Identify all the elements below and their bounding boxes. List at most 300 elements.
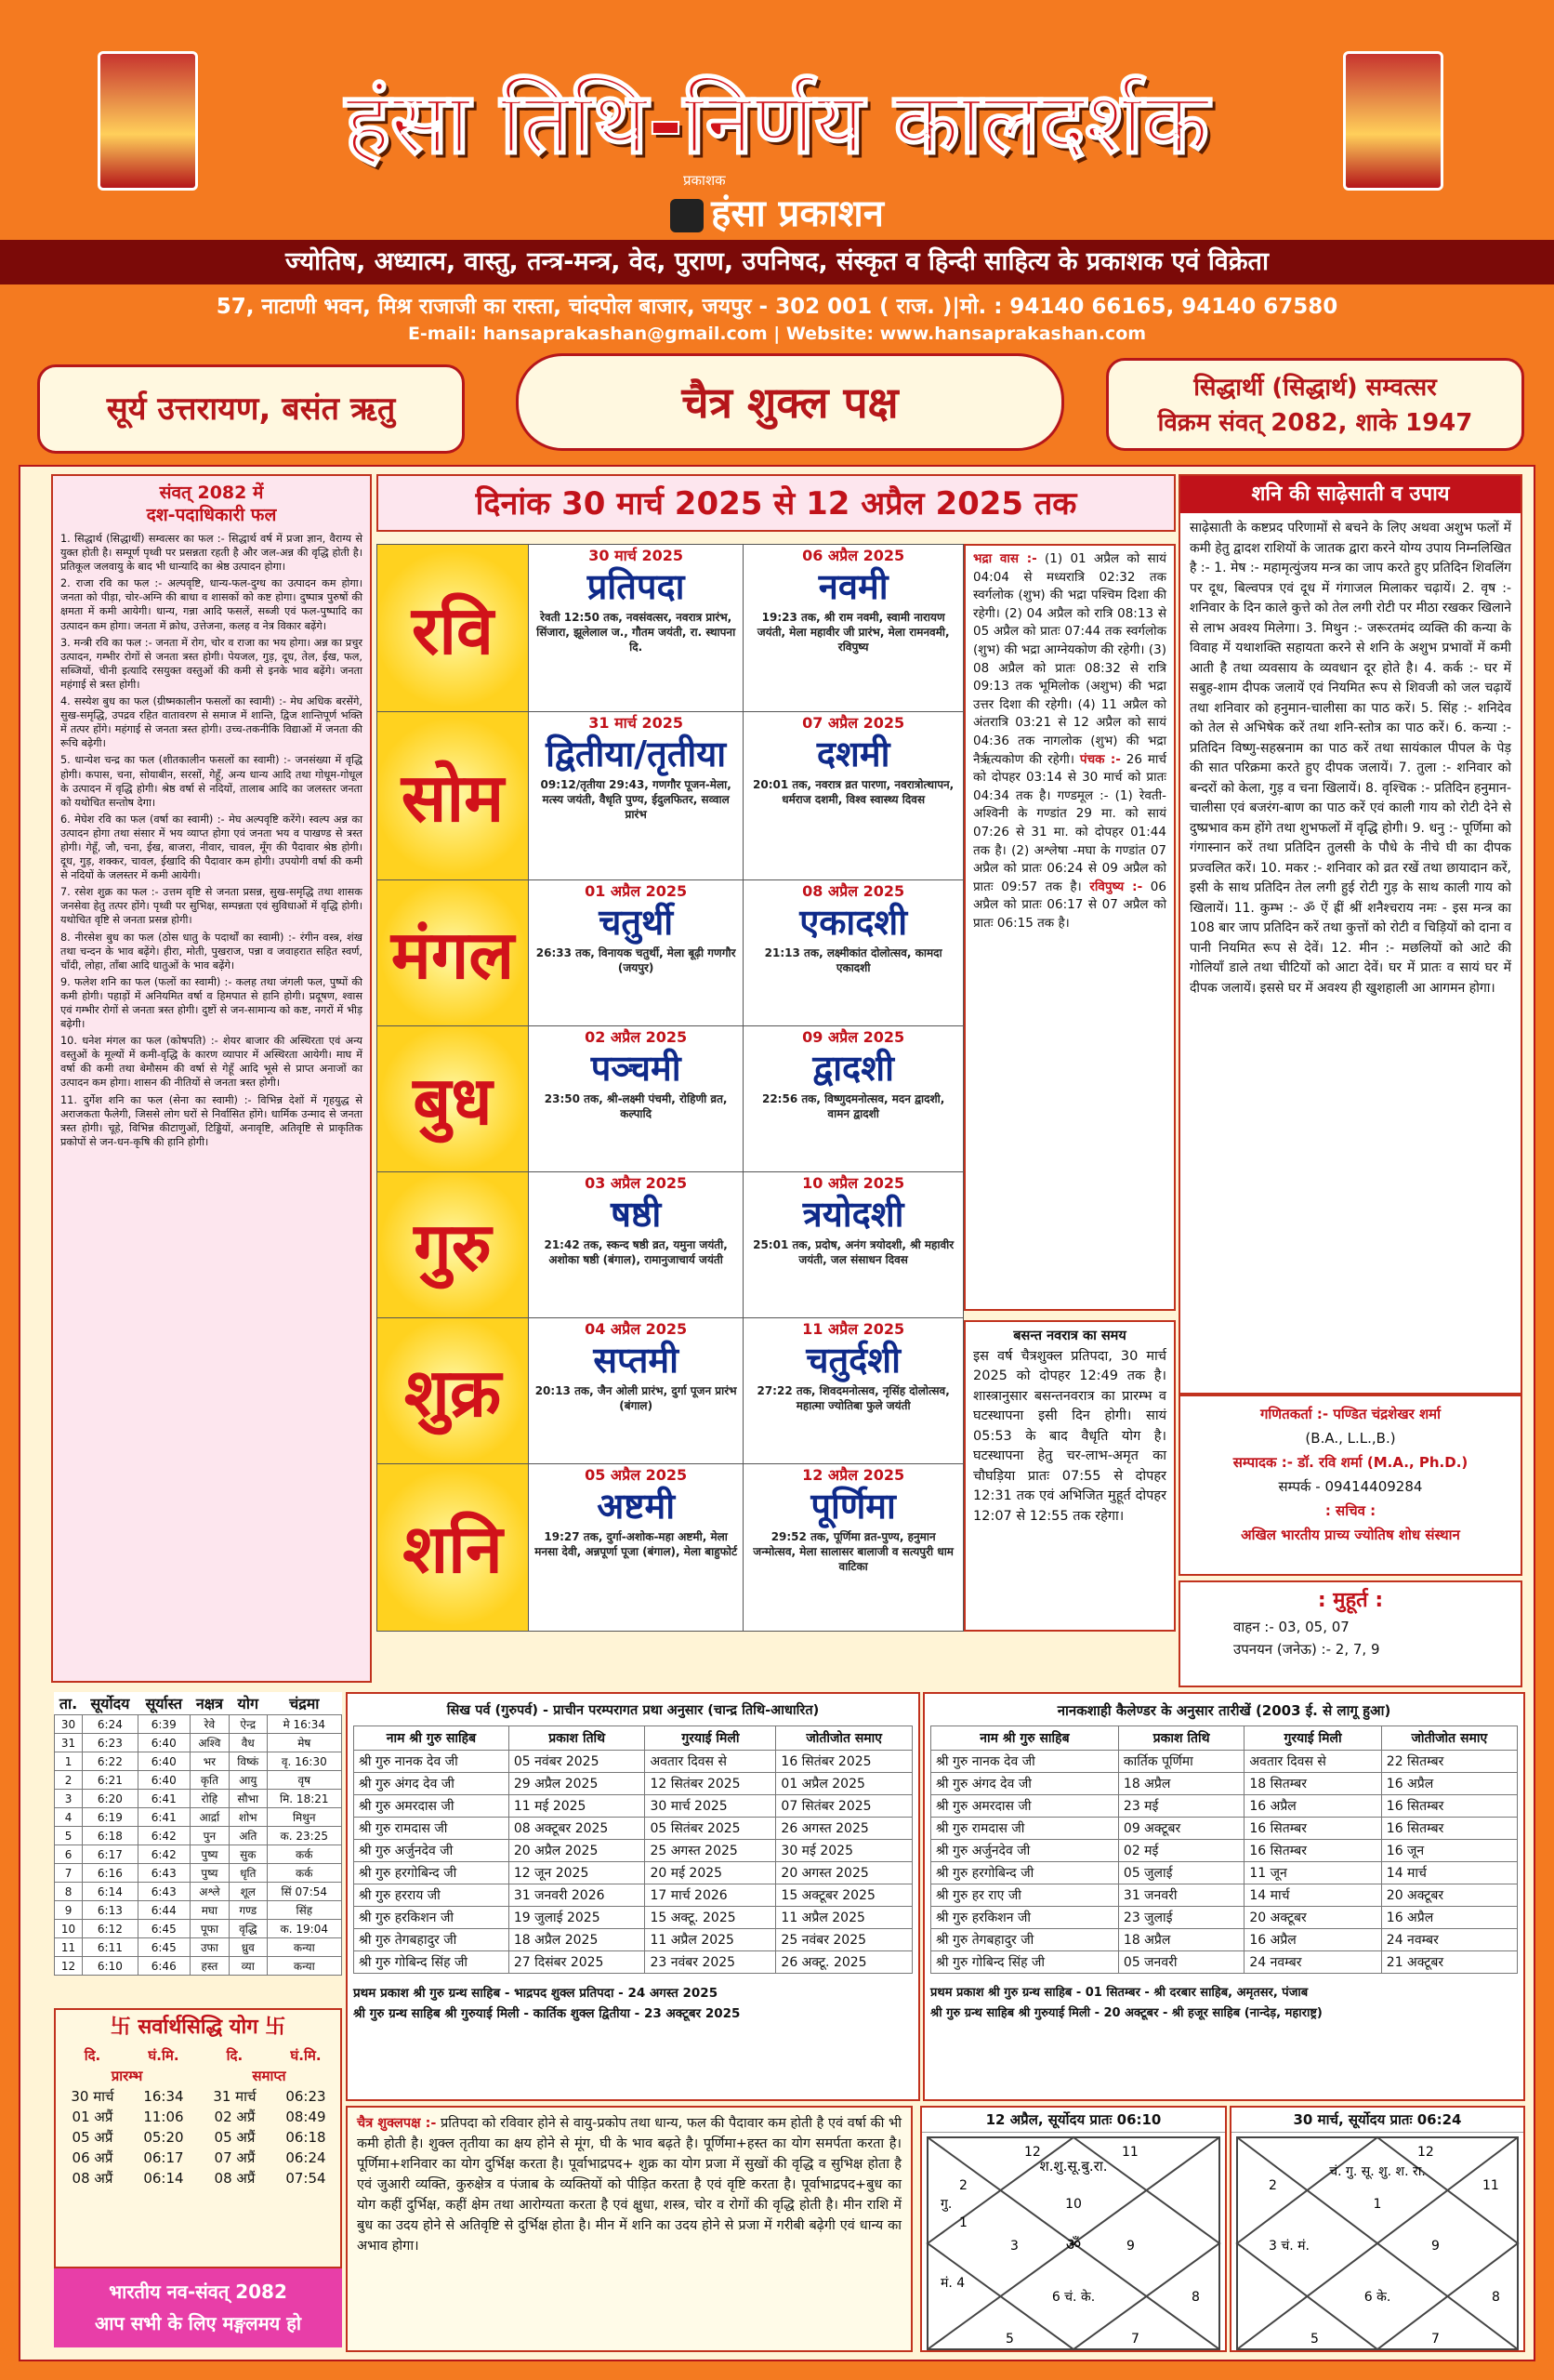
table-header: जोतीजोत समाए bbox=[1381, 1726, 1517, 1751]
sikh-cell: 08 अक्टूबर 2025 bbox=[508, 1818, 645, 1840]
sun-cell: 6:42 bbox=[138, 1827, 190, 1845]
sikh-cell: 15 अक्टूबर 2025 bbox=[776, 1884, 913, 1907]
nanak-cell: 16 अप्रैल bbox=[1245, 1929, 1381, 1951]
sun-cell: 10 bbox=[55, 1920, 83, 1938]
sun-cell: 6:45 bbox=[138, 1920, 190, 1938]
sikh-cell: 12 जून 2025 bbox=[508, 1862, 645, 1884]
nanak-cell: 09 अक्टूबर bbox=[1118, 1818, 1244, 1840]
sikh-cell: 11 अप्रैल 2025 bbox=[776, 1907, 913, 1929]
table-row bbox=[354, 1840, 913, 1862]
k1-gu: गु. bbox=[941, 2197, 953, 2212]
table-header: प्रकाश तिथि bbox=[1118, 1726, 1244, 1751]
tithi-cell bbox=[744, 1317, 964, 1463]
date-range: दिनांक 30 मार्च 2025 से 12 अप्रैल 2025 तक bbox=[376, 474, 1176, 532]
k2-h6: 6 के. bbox=[1363, 2290, 1391, 2305]
sikh-cell: 30 मई 2025 bbox=[776, 1840, 913, 1862]
dasha-item: 2. राजा रवि का फल :- अल्पवृष्टि, धान्य-फल-दुग्ध का उत्पादन कम होगा। जनता को पीड़ा, चोर-अग्नि की बाधा व शासकों को कष्ट होगा। दुष्पात्र पुरुषों की क्षमता में कमी आयेगी। धान्य, गन्ना आदि फसलें, सब्जी एवं फल-पुष्पादि का उत्पादन कम होगा। जनता में क्रोध, उत्तेजना, कलह व नेत्र विकार बढ़ेंगे। bbox=[60, 577, 362, 632]
sun-cell: पुष्य bbox=[190, 1845, 229, 1864]
bhadra-label: भद्रा वास :- bbox=[973, 551, 1037, 566]
sun-cell: 3 bbox=[55, 1790, 83, 1808]
nanak-cell: 24 नवम्बर bbox=[1381, 1929, 1517, 1951]
sarvartha-cell: 06 अप्रैं bbox=[72, 2149, 113, 2166]
dasha-item: 3. मन्त्री रवि का फल :- जनता में रोग, चोर व राजा का भय होगा। अन्न का प्रचुर उत्पादन, गम्भीर रोगों से जनता त्रस्त होगी। पेयजल, गुड़, दूध, तेल, ईख, फल, सब्जियों, चीनी इत्यादि रसयुक्त वस्तुओं की कमी से इनके भाव बढ़ेंगे। जनता महंगाई से त्रस्त होगी। bbox=[60, 636, 362, 691]
kundli-1-chart bbox=[922, 2134, 1225, 2353]
sun-cell: वृष bbox=[267, 1771, 341, 1790]
sun-cell: 6:43 bbox=[138, 1864, 190, 1883]
tithi-name: त्रयोदशी bbox=[802, 1193, 904, 1235]
tithi-note: 21:13 तक, लक्ष्मीकांत दोलोत्सव, कामदा एकादशी bbox=[764, 945, 942, 974]
nanak-cell: 05 जनवरी bbox=[1118, 1951, 1244, 1974]
k2-h8: 8 bbox=[1492, 2290, 1500, 2305]
sun-cell: आर्द्रा bbox=[190, 1808, 229, 1827]
tithi-note: 22:56 तक, विष्णुदमनोत्सव, मदन द्वादशी, वामन द्वादशी bbox=[761, 1091, 945, 1120]
publisher-label: प्रकाशक bbox=[683, 172, 726, 189]
table-header: नाम श्री गुरु साहिब bbox=[931, 1726, 1119, 1751]
greeting-box bbox=[54, 2268, 342, 2347]
banner-center: चैत्र शुक्ल पक्ष bbox=[516, 353, 1064, 451]
sun-cell: ऐन्द्र bbox=[230, 1715, 268, 1734]
tithi-cell bbox=[744, 712, 964, 879]
tithi-name: नवमी bbox=[818, 566, 889, 607]
sun-cell: 6:18 bbox=[83, 1827, 138, 1845]
sikh-footer-1: प्रथम प्रकाश श्री गुरु ग्रन्थ साहिब - भाद्रपद शुक्ल प्रतिपदा - 24 अगस्त 2025 bbox=[353, 1986, 718, 2001]
table-row bbox=[931, 1840, 1518, 1862]
publisher-name bbox=[604, 186, 950, 237]
sun-cell: सिंह bbox=[267, 1901, 341, 1920]
nanak-cell: श्री गुरु हरकिशन जी bbox=[931, 1907, 1119, 1929]
table-row bbox=[56, 2127, 340, 2148]
sun-cell: कर्क bbox=[267, 1845, 341, 1864]
table-row bbox=[56, 2107, 340, 2127]
sun-cell: 6:10 bbox=[83, 1957, 138, 1976]
tithi-name: चतुर्थी bbox=[599, 901, 674, 943]
table-row bbox=[931, 1862, 1518, 1884]
tithi-name: दशमी bbox=[816, 734, 890, 775]
nanak-cell: 05 जुलाई bbox=[1118, 1862, 1244, 1884]
sun-cell: 5 bbox=[55, 1827, 83, 1845]
sun-cell: 7 bbox=[55, 1864, 83, 1883]
sikh-cell: 17 मार्च 2026 bbox=[645, 1884, 776, 1907]
table-row bbox=[931, 1884, 1518, 1907]
weekday-cell: मंगल bbox=[377, 879, 529, 1025]
sarvartha-cell: 05:20 bbox=[143, 2129, 184, 2146]
ganitkarta: गणितकर्ता :- पण्डित चंद्रशेखर शर्मा bbox=[1259, 1406, 1442, 1422]
sikh-cell: 23 नवंबर 2025 bbox=[645, 1951, 776, 1974]
sun-cell: वृद्धि bbox=[230, 1920, 268, 1938]
calendar-row bbox=[377, 879, 964, 1025]
sun-cell: सुक bbox=[230, 1845, 268, 1864]
nanak-title: नानकशाही कैलेण्डर के अनुसार तारीखें (2003 ई. से लागू हुआ) bbox=[1057, 1702, 1391, 1719]
tithi-note: 26:33 तक, विनायक चतुर्थी, मेला बूढ़ी गणगौर (जयपुर) bbox=[535, 945, 736, 974]
table-row bbox=[55, 1771, 342, 1790]
tithi-note: 09:12/तृतीया 29:43, गणगौर पूजन-मेला, मत्स्य जयंती, वैधृति पुण्य, ईदुलफितर, सव्वाल प्रारंभ bbox=[540, 778, 731, 822]
sampadak: सम्पादक :- डॉ. रवि शर्मा (M.A., Ph.D.) bbox=[1232, 1454, 1468, 1471]
table-row bbox=[354, 1751, 913, 1773]
sarvartha-cell: 16:34 bbox=[143, 2088, 184, 2105]
publisher-text: हंसा प्रकाशन bbox=[711, 192, 884, 235]
nanak-cell: श्री गुरु गोबिन्द सिंह जी bbox=[931, 1951, 1119, 1974]
sun-cell: 2 bbox=[55, 1771, 83, 1790]
sarvartha-cell: 31 मार्च bbox=[213, 2088, 257, 2105]
ravipushya-text: 06 अप्रैल को प्रातः 06:17 से 07 अप्रैल को प्रातः 06:15 तक है। bbox=[973, 879, 1166, 931]
table-row bbox=[55, 1938, 342, 1957]
table-row bbox=[55, 1920, 342, 1938]
sun-cell: कन्या bbox=[267, 1957, 341, 1976]
sikh-cell: श्री गुरु अर्जुनदेव जी bbox=[354, 1840, 509, 1862]
sarvartha-cell: 08:49 bbox=[285, 2109, 326, 2125]
nanak-cell: श्री गुरु अमरदास जी bbox=[931, 1795, 1119, 1818]
dasha-item: 11. दुर्गेश शनि का फल (सेना का स्वामी) :- विभिन्न देशों में गृहयुद्ध से अराजकता फैलेगी, जिससे लोग घरों से निर्वासित होंगे। धार्मिक उन्माद से जनता त्रस्त होगी। चूहे, विभिन्न कीटाणुओं, टिड्डियों, अनावृष्टि, अतिवृष्टि से प्राकृतिक प्रकोपों से जन-धन-कृषि की हानि होगी। bbox=[60, 1093, 362, 1148]
sun-cell: रेवे bbox=[190, 1715, 229, 1734]
sun-cell: 6:14 bbox=[83, 1883, 138, 1901]
sarvartha-cell: 01 अप्रैं bbox=[72, 2109, 113, 2125]
sun-cell: 8 bbox=[55, 1883, 83, 1901]
sun-cell: कन्या bbox=[267, 1938, 341, 1957]
nanak-footer-1: प्रथम प्रकाश श्री गुरु ग्रन्थ साहिब - 01 सितम्बर - श्री दरबार साहिब, अमृतसर, पंजाब bbox=[930, 1986, 1309, 2000]
sikh-cell: 20 अगस्त 2025 bbox=[776, 1862, 913, 1884]
sun-cell: पुष्य bbox=[190, 1864, 229, 1883]
table-row bbox=[55, 1883, 342, 1901]
sarvartha-cell: 06:14 bbox=[143, 2170, 184, 2187]
sun-cell: 6:20 bbox=[83, 1790, 138, 1808]
tithi-name: द्वादशी bbox=[812, 1047, 894, 1089]
table-header: गुरयाई मिली bbox=[1245, 1726, 1381, 1751]
sun-cell: मेष bbox=[267, 1734, 341, 1752]
table-row bbox=[55, 1790, 342, 1808]
nanak-cell: 18 अप्रैल bbox=[1118, 1773, 1244, 1795]
greeting-1: भारतीय नव-संवत् 2082 bbox=[109, 2281, 287, 2303]
greeting-2: आप सभी के लिए मङ्गलमय हो bbox=[94, 2312, 302, 2334]
table-row bbox=[931, 1751, 1518, 1773]
nanak-cell: 31 जनवरी bbox=[1118, 1884, 1244, 1907]
deity-image-right bbox=[1343, 51, 1443, 191]
table-row bbox=[931, 1795, 1518, 1818]
sun-cell: 6:13 bbox=[83, 1901, 138, 1920]
tithi-name: चतुर्दशी bbox=[806, 1339, 901, 1381]
sikh-cell: 16 सितंबर 2025 bbox=[776, 1751, 913, 1773]
sarvartha-cell: 06:23 bbox=[285, 2088, 326, 2105]
table-header: सूर्योदय bbox=[90, 1695, 130, 1712]
sun-cell: वृ. 16:30 bbox=[267, 1752, 341, 1771]
sun-cell: 6:39 bbox=[138, 1715, 190, 1734]
chaitra-label: चैत्र शुक्लपक्ष :- bbox=[357, 2116, 437, 2131]
table-row bbox=[55, 1715, 342, 1734]
k2-h1: 1 bbox=[1373, 2197, 1382, 2212]
sun-cell: अति bbox=[230, 1827, 268, 1845]
k2-h5: 5 bbox=[1310, 2332, 1319, 2347]
nanak-cell: 21 अक्टूबर bbox=[1381, 1951, 1517, 1974]
publisher-logo-icon bbox=[670, 199, 704, 232]
sikh-cell: श्री गुरु रामदास जी bbox=[354, 1818, 509, 1840]
sikh-cell: अवतार दिवस से bbox=[645, 1751, 776, 1773]
sarvartha-cell: 08 अप्रैं bbox=[214, 2170, 256, 2187]
k1-h2: 2 bbox=[959, 2178, 968, 2193]
k1-h12: 12 bbox=[1024, 2145, 1041, 2160]
chaitra-text: प्रतिपदा को रविवार होने से वायु-प्रकोप तथा धान्य, फल की पैदावार कम होती है एवं वर्षा की भी कमी होती है। शुक्ल तृतीया का क्षय होने से मूंग, घी के भाव बढ़ते है। पूर्णिमा+हस्त का योग समर्पता करता है। पूर्णिमा+शनिवार का योग दुर्भिक्ष करता है। पूर्वाभाद्रपद+ शुक्र का योग प्रजा में सुखों की वृद्धि व सुभिक्ष होता है एवं जुआरी व्यक्ति, कुरुक्षेत्र व पंजाब के व्यक्तियों को पीड़ित करता है एवं वृष्टि करता है। पूर्वाभाद्रपद+बुध का योग कहीं दुर्भिक्ष, कहीं क्षेम तथा आरोग्यता करता है एवं क्षुधा, शस्त्र, चोर व रोगों की वृद्धि होती है। मीन राशि में बुध का उदय होने से अतिवृष्टि से दुर्भिक्ष होता है। मीन में शनि का उदय होने से प्रजा में गरीबी बढ़ेगी एवं धान्य का अभाव होगा। bbox=[357, 2116, 902, 2254]
tithi-name: प्रतिपदा bbox=[586, 566, 685, 607]
sadesati-text: साढ़ेसाती के कष्टप्रद परिणामों से बचने के लिए अथवा अशुभ फलों में कमी हेतु द्वादश राशियों के जातक द्वारा करने योग्य उपाय निम्नलिखित है :- 1. मेष :- महामृत्युंजय मन्त्र का जाप करते हुए प्रतिदिन शिवलिंग पर दूध, बिल्वपत्र एवं दूध में गंगाजल मिलाकर चढ़ायें। 2. वृष :- शनिवार के दिन काले कुत्ते को तेल लगी रोटी पर मीठा रखकर खिलाने से लाभ अवश्य मिलेगा। 3. मिथुन :- जरूरतमंद व्यक्ति की कन्या के विवाह में यथाशक्ति सहायता करने से शनि के अशुभ प्रभावों में कमी आती है तथा व्यवसाय के व्यवधान दूर होते है। 4. कर्क :- घर में सबुह-शाम दीपक जलायें एवं नियमित रूप से शिवजी को जल चढ़ायें तथा शनिवार को हनुमान-चालीसा का पाठ करें। 5. सिंह :- शनिदेव को तेल से अभिषेक करें तथा शनि-स्तोत्र का पाठ करें। 6. कन्या :- प्रतिदिन विष्णु-सहस्रनाम का पाठ करें तथा सायंकाल पीपल के पेड़ की सात परिक्रमा करते हुए दीपक जलायें। 7. तुला :- शनिवार को बन्दरों को केला, गुड़ व चना खिलायें। 8. वृश्चिक :- प्रतिदिन हनुमान-चालीसा एवं बजरंग-बाण का पाठ करें एवं काली गाय को रोटी देने से दुष्प्रभाव कम होंगे तथा शुभफलों में वृद्धि होगी। 9. धनु :- पूर्णिमा को गंगास्नान करें तथा प्रतिदिन तुलसी के पौधे के नीचे घी का दीपक प्रज्वलित करें। 10. मकर :- शनिवार को व्रत रखें तथा छायादान करें, इसी के साथ प्रतिदिन तेल लगी हुई रोटी गुड़ के साथ काली गाय को खिलायें। 11. कुम्भ :- ॐ ऐं ह्रीं श्रीं शनैश्चराय नमः - इस मन्त्र का 108 बार जाप प्रतिदिन करें तथा कुत्तों को रोटी व चिड़ियों को दाना व पानी नियमित रूप से देवें। 12. मीन :- मछलियों को आटे की गोलियाँ डाले तथा चीटियों को आटा देवें। घर में प्रातः व सायं घर में दीपक जलायें। इससे घर में अवश्य ही खुशहाली आ आगमन होगा। bbox=[1190, 521, 1511, 996]
sikh-cell: 25 नवंबर 2025 bbox=[776, 1929, 913, 1951]
tithi-date: 09 अप्रैल 2025 bbox=[802, 1027, 905, 1046]
nanak-cell: 18 सितम्बर bbox=[1245, 1773, 1381, 1795]
tithi-note: रेवती 12:50 तक, नवसंवत्सर, नवरात्र प्रारंभ, सिंजारा, झूलेलाल ज., गौतम जयंती, रा. स्थापना दि. bbox=[536, 611, 736, 654]
sikh-cell: 26 अगस्त 2025 bbox=[776, 1818, 913, 1840]
sarvartha-end: समाप्त bbox=[252, 2068, 286, 2084]
tithi-cell bbox=[744, 545, 964, 712]
deity-image-left bbox=[98, 51, 198, 191]
tithi-name: द्वितीया/तृतीया bbox=[546, 734, 727, 775]
ravipushya-label: रविपुष्य :- bbox=[1089, 879, 1143, 894]
sikh-cell: 25 अगस्त 2025 bbox=[645, 1840, 776, 1862]
sun-cell: ध्रुव bbox=[230, 1938, 268, 1957]
weekday-cell: शुक्र bbox=[377, 1317, 529, 1463]
kundli-1-title: 12 अप्रैल, सूर्योदय प्रातः 06:10 bbox=[922, 2108, 1225, 2133]
table-row bbox=[56, 2086, 340, 2107]
sun-cell: 6:41 bbox=[138, 1808, 190, 1827]
tithi-note: 29:52 तक, पूर्णिमा व्रत-पुण्य, हनुमान जन्मोत्सव, मेला सालासर बालाजी व सत्यपुरी धाम वाटिका bbox=[753, 1529, 954, 1573]
nanak-cell: 16 अप्रैल bbox=[1245, 1795, 1381, 1818]
navratra-text: इस वर्ष चैत्रशुक्ल प्रतिपदा, 30 मार्च 2025 को दोपहर 12:49 तक है। शास्त्रानुसार बसन्तनवरात्र का प्रारम्भ व घटस्थापना इसी दिन होगी। सायं 05:53 के बाद वैधृति योग है। घटस्थापना हेतु चर-लाभ-अमृत का चौघड़िया प्रातः 07:55 से दोपहर 12:31 तक एवं अभिजित मुहूर्त दोपहर 12:07 से 12:55 तक रहेगा। bbox=[973, 1348, 1166, 1524]
table-row bbox=[354, 1907, 913, 1929]
k2-h3: 3 चं. मं. bbox=[1269, 2239, 1310, 2254]
k1-h9: 9 bbox=[1126, 2239, 1135, 2254]
sadesati-panel bbox=[1179, 474, 1522, 1395]
panchak-text: 26 मार्च को दोपहर 03:14 से 30 मार्च को प्रातः 04:34 तक है। गण्डमूल :- (1) रेवती-अश्विनी के गण्डांत 29 मा. को सायं 07:26 से 31 मा. को दोपहर 01:44 तक है। (2) अश्लेषा -मघा के गण्डांत 07 अप्रैल को प्रातः 06:24 से 09 अप्रैल को प्रातः 09:57 तक है। bbox=[973, 751, 1166, 894]
k1-h1: 1 bbox=[959, 2215, 968, 2230]
sun-cell: अश्ले bbox=[190, 1883, 229, 1901]
kundli-april-12 bbox=[920, 2106, 1227, 2352]
k1-h10n: 10 bbox=[1065, 2197, 1082, 2212]
tithi-date: 12 अप्रैल 2025 bbox=[802, 1465, 905, 1484]
table-row bbox=[354, 1929, 913, 1951]
sarvartha-cell: 08 अप्रैं bbox=[72, 2170, 113, 2187]
dasha-item: 9. फलेश शनि का फल (फलों का स्वामी) :- कलह तथा जंगली फल, पुष्पों की कमी होगी। पहाड़ों में अनियमित वर्षा व हिमपात से हानि होगी। प्रदूषण, श्वास एवं गम्भीर रोगों से जनता त्रस्त होगी। दुष्टों से जन-सामान्य को कष्ट, नगरों में भीड़ बढ़ेगी। bbox=[60, 975, 362, 1031]
sikh-cell: श्री गुरु गोबिन्द सिंह जी bbox=[354, 1951, 509, 1974]
calendar-row bbox=[377, 1025, 964, 1171]
tithi-name: पञ्चमी bbox=[590, 1047, 681, 1089]
nanak-cell: 22 सितम्बर bbox=[1381, 1751, 1517, 1773]
sun-cell: पूफा bbox=[190, 1920, 229, 1938]
tithi-date: 07 अप्रैल 2025 bbox=[802, 714, 905, 733]
sun-cell: वैध bbox=[230, 1734, 268, 1752]
tithi-date: 02 अप्रैल 2025 bbox=[585, 1027, 688, 1046]
nanak-cell: श्री गुरु हरगोबिन्द जी bbox=[931, 1862, 1119, 1884]
sarvartha-cell: 11:06 bbox=[143, 2109, 184, 2125]
table-row bbox=[354, 1862, 913, 1884]
muhurt-vahan: वाहन :- 03, 05, 07 bbox=[1233, 1619, 1350, 1635]
sarvartha-title-text: सर्वार्थसिद्धि योग bbox=[138, 2016, 258, 2039]
table-header: ता. bbox=[59, 1695, 78, 1712]
k2-h7: 7 bbox=[1431, 2332, 1440, 2347]
k1-h3: 3 bbox=[1010, 2239, 1019, 2254]
table-row bbox=[354, 1884, 913, 1907]
tithi-date: 06 अप्रैल 2025 bbox=[802, 547, 905, 564]
sun-cell: 6:43 bbox=[138, 1883, 190, 1901]
table-header: प्रकाश तिथि bbox=[508, 1726, 645, 1751]
nanak-panel bbox=[923, 1692, 1525, 2101]
sikh-cell: 18 अप्रैल 2025 bbox=[508, 1929, 645, 1951]
tithi-cell bbox=[744, 1171, 964, 1317]
sarvartha-cell: 07:54 bbox=[285, 2170, 326, 2187]
sun-cell: 4 bbox=[55, 1808, 83, 1827]
sarvartha-start: प्रारम्भ bbox=[111, 2068, 143, 2084]
sikh-cell: 27 दिसंबर 2025 bbox=[508, 1951, 645, 1974]
table-row bbox=[931, 1951, 1518, 1974]
chaitra-panel bbox=[346, 2106, 913, 2352]
sikh-cell: श्री गुरु अमरदास जी bbox=[354, 1795, 509, 1818]
sunrise-table bbox=[54, 1692, 342, 1976]
nanak-cell: श्री गुरु तेगबहादुर जी bbox=[931, 1929, 1119, 1951]
dasha-list bbox=[60, 532, 362, 1149]
sun-cell: 6:46 bbox=[138, 1957, 190, 1976]
dasha-phal-panel bbox=[51, 474, 372, 1683]
sikh-cell: 20 अप्रैल 2025 bbox=[508, 1840, 645, 1862]
nanak-cell: 20 अक्टूबर bbox=[1381, 1884, 1517, 1907]
tithi-name: षष्ठी bbox=[611, 1193, 662, 1235]
tithi-cell bbox=[529, 1463, 744, 1631]
dasha-item: 4. सस्येश बुध का फल (ग्रीष्मकालीन फसलों का स्वामी) :- मेघ अधिक बरसेंगे, सुख-समृद्धि, उपद्रव रहित वातावरण से समाज में शान्ति, द्विज शान्तिपूर्ण भक्ति में तत्पर होंगे। महंगाई से जनता त्रस्त होगी। उच्च-तकनीकि विद्याओं में जनता की रूचि बढ़ेगी। bbox=[60, 695, 362, 750]
sun-cell: 6:23 bbox=[83, 1734, 138, 1752]
tithi-date: 08 अप्रैल 2025 bbox=[802, 881, 905, 900]
bhadra-text: (1) 01 अप्रैल को सायं 04:04 से मध्यरात्रि 02:32 तक स्वर्गलोक (शुभ) की भद्रा पश्चिम दिशा की रहेगी। (2) 04 अप्रैल को रात्रि 08:13 से 05 अप्रैल को प्रातः 07:44 तक स्वर्गलोक (शुभ) की भद्रा आग्नेयकोण की रहेगी। (3) 08 अप्रैल को प्रातः 08:32 से रात्रि 09:13 तक भूमिलोक (अशुभ) की भद्रा उत्तर दिशा की रहेगी। (4) 11 अप्रैल को अंतरात्रि 03:21 से 12 अप्रैल को सायं 04:36 तक नागलोक (शुभ) की भद्रा नैर्ऋत्यकोण की रहेगी। bbox=[973, 551, 1167, 767]
table-header: दि. bbox=[84, 2047, 101, 2064]
sun-cell: गण्ड bbox=[230, 1901, 268, 1920]
tithi-date: 05 अप्रैल 2025 bbox=[585, 1465, 688, 1484]
kundli-2-title: 30 मार्च, सूर्योदय प्रातः 06:24 bbox=[1231, 2108, 1523, 2133]
sarvartha-panel bbox=[54, 2008, 342, 2268]
nanak-cell: 16 अप्रैल bbox=[1381, 1907, 1517, 1929]
table-row bbox=[354, 1773, 913, 1795]
samvatsar-line: सिद्धार्थी (सिद्धार्थ) सम्वत्सर bbox=[1193, 374, 1437, 402]
navratra-title: बसन्त नवरात्र का समय bbox=[1013, 1329, 1126, 1343]
sun-cell: कर्क bbox=[267, 1864, 341, 1883]
weekday-cell: रवि bbox=[377, 545, 529, 712]
tithi-name: सप्तमी bbox=[593, 1339, 678, 1381]
sun-cell: मिथुन bbox=[267, 1808, 341, 1827]
k1-h5: 5 bbox=[1006, 2332, 1014, 2347]
table-header: दि. bbox=[226, 2047, 244, 2064]
table-row bbox=[354, 1951, 913, 1974]
dasha-title bbox=[60, 482, 362, 526]
sun-cell: कृति bbox=[190, 1771, 229, 1790]
dasha-item: 5. धान्येश चन्द्र का फल (शीतकालीन फसलों का स्वामी) :- जनसंख्या में वृद्धि होगी। कपास, चना, सोयाबीन, सरसों, गेहूँ, अन्य धान्य आदि तथा गोधूम-गोधूल के उत्पादन में वृद्धि होगी। श्रेष्ठ वर्षा से नदियों, तालाब आदि का जलस्तर जनता को यथोचित सन्तोष देगा। bbox=[60, 754, 362, 809]
dasha-item: 1. सिद्धार्थ (सिद्धार्थी) सम्वत्सर का फल :- सिद्धार्थ वर्ष में प्रजा ज्ञान, वैराग्य से युक्त होती है। सम्पूर्ण पृथ्वी पर प्रसन्नता रहती है और जल-अन्न की वृद्धि होती है। प्रतिकूल जलवायु के बाद भी धान्यादि का श्रेष्ठ उत्पादन होगा। bbox=[60, 533, 362, 574]
tithi-note: 19:27 तक, दुर्गा-अशोक-महा अष्टमी, मेला मनसा देवी, अन्नपूर्णा पूजा (बंगाल), मेला बाहुफोर्ट bbox=[534, 1529, 738, 1558]
muhurt-title: : मुहूर्त : bbox=[1317, 1589, 1384, 1612]
sun-cell: 9 bbox=[55, 1901, 83, 1920]
sun-cell: 6:12 bbox=[83, 1920, 138, 1938]
weekday-cell: गुरु bbox=[377, 1171, 529, 1317]
sun-cell: व्या bbox=[230, 1957, 268, 1976]
tithi-name: एकादशी bbox=[799, 901, 908, 943]
swastika-icon: 卐 bbox=[265, 2016, 286, 2039]
nanak-cell: 14 मार्च bbox=[1381, 1862, 1517, 1884]
sikh-cell: श्री गुरु हरगोबिन्द जी bbox=[354, 1862, 509, 1884]
nanak-cell: श्री गुरु अर्जुनदेव जी bbox=[931, 1840, 1119, 1862]
table-row bbox=[931, 1818, 1518, 1840]
tithi-note: 27:22 तक, शिवदमनोत्सव, नृसिंह दोलोत्सव, महात्मा ज्योतिबा फुले जयंती bbox=[757, 1383, 950, 1412]
table-row bbox=[55, 1827, 342, 1845]
sarvartha-cell: 06:24 bbox=[285, 2149, 326, 2166]
table-row bbox=[56, 2148, 340, 2168]
nanak-cell: 16 सितम्बर bbox=[1381, 1795, 1517, 1818]
nanak-cell: 16 जून bbox=[1381, 1840, 1517, 1862]
table-row bbox=[55, 1734, 342, 1752]
table-row bbox=[931, 1929, 1518, 1951]
tithi-cell bbox=[529, 1171, 744, 1317]
tithi-name: अष्टमी bbox=[597, 1485, 676, 1527]
dasha-item: 6. मेघेश रवि का फल (वर्षा का स्वामी) :- मेघ अल्पवृष्टि करेंगे। स्वल्प अन्न का उत्पादन होगा तथा संसार में भय व्याप्त होगा एवं जनता भय व पाखण्ड से त्रस्त होगी। गेहूँ, जौ, चना, ईख, बाजरा, नीवार, चावल, मूँग की पैदावार श्रेष्ठ होगी। दूध, गुड़, शक्कर, चावल, ईखादि की पैदावार कम होगी। उपयोगी वर्षा की कमी से नदियों के जलस्तर में कमी आयेगी। bbox=[60, 813, 362, 882]
tithi-cell bbox=[744, 1025, 964, 1171]
sun-cell: उफा bbox=[190, 1938, 229, 1957]
sun-cell: क. 19:04 bbox=[267, 1920, 341, 1938]
sikh-cell: श्री गुरु नानक देव जी bbox=[354, 1751, 509, 1773]
sun-cell: 6:17 bbox=[83, 1845, 138, 1864]
sikh-cell: 12 सितंबर 2025 bbox=[645, 1773, 776, 1795]
sampark: सम्पर्क - 09414409284 bbox=[1278, 1478, 1423, 1495]
sun-cell: 6:45 bbox=[138, 1938, 190, 1957]
table-header: नाम श्री गुरु साहिब bbox=[354, 1726, 509, 1751]
sun-cell: 6:44 bbox=[138, 1901, 190, 1920]
tithi-date: 03 अप्रैल 2025 bbox=[585, 1173, 688, 1192]
table-header: चंद्रमा bbox=[289, 1695, 320, 1712]
banner-right bbox=[1106, 358, 1524, 451]
sachiv-label: : सचिव : bbox=[1324, 1502, 1376, 1519]
table-row bbox=[931, 1773, 1518, 1795]
nanak-cell: श्री गुरु अंगद देव जी bbox=[931, 1773, 1119, 1795]
sansthan: अखिल भारतीय प्राच्य ज्योतिष शोध संस्थान bbox=[1241, 1527, 1460, 1543]
tithi-name: पूर्णिमा bbox=[810, 1485, 896, 1527]
table-row bbox=[55, 1845, 342, 1864]
bhadra-panel bbox=[964, 544, 1176, 1311]
sun-cell: 6:42 bbox=[138, 1845, 190, 1864]
nanak-cell: कार्तिक पूर्णिमा bbox=[1118, 1751, 1244, 1773]
k2-h12: 12 bbox=[1417, 2145, 1434, 2160]
muhurt-panel bbox=[1179, 1580, 1522, 1687]
sun-cell: 6:22 bbox=[83, 1752, 138, 1771]
sun-cell: मि. 18:21 bbox=[267, 1790, 341, 1808]
sun-cell: शोभ bbox=[230, 1808, 268, 1827]
nanak-cell: 20 अक्टूबर bbox=[1245, 1907, 1381, 1929]
nanak-cell: 11 जून bbox=[1245, 1862, 1381, 1884]
swastika-icon: 卐 bbox=[110, 2016, 131, 2039]
sun-cell: मघा bbox=[190, 1901, 229, 1920]
sun-cell: सौभा bbox=[230, 1790, 268, 1808]
om-icon: ॐ bbox=[1065, 2235, 1082, 2254]
sun-cell: 6:16 bbox=[83, 1864, 138, 1883]
sikh-cell: 15 अक्टू. 2025 bbox=[645, 1907, 776, 1929]
sun-cell: भर bbox=[190, 1752, 229, 1771]
sun-cell: अश्वि bbox=[190, 1734, 229, 1752]
table-row bbox=[55, 1864, 342, 1883]
k1-mangal: मं. 4 bbox=[941, 2276, 966, 2291]
nanak-cell: 23 मई bbox=[1118, 1795, 1244, 1818]
samvat-line: विक्रम संवत् 2082, शाके 1947 bbox=[1157, 409, 1473, 437]
tithi-cell bbox=[744, 879, 964, 1025]
table-row bbox=[354, 1795, 913, 1818]
sun-cell: 6:24 bbox=[83, 1715, 138, 1734]
sikh-cell: 07 सितंबर 2025 bbox=[776, 1795, 913, 1818]
sun-cell: क. 23:25 bbox=[267, 1827, 341, 1845]
nanak-cell: श्री गुरु रामदास जी bbox=[931, 1818, 1119, 1840]
tithi-cell bbox=[529, 545, 744, 712]
sun-cell: 11 bbox=[55, 1938, 83, 1957]
weekday-cell: सोम bbox=[377, 712, 529, 879]
tithi-cell bbox=[529, 1317, 744, 1463]
tithi-cell bbox=[529, 879, 744, 1025]
sarvartha-table bbox=[56, 2045, 340, 2188]
sun-cell: 30 bbox=[55, 1715, 83, 1734]
